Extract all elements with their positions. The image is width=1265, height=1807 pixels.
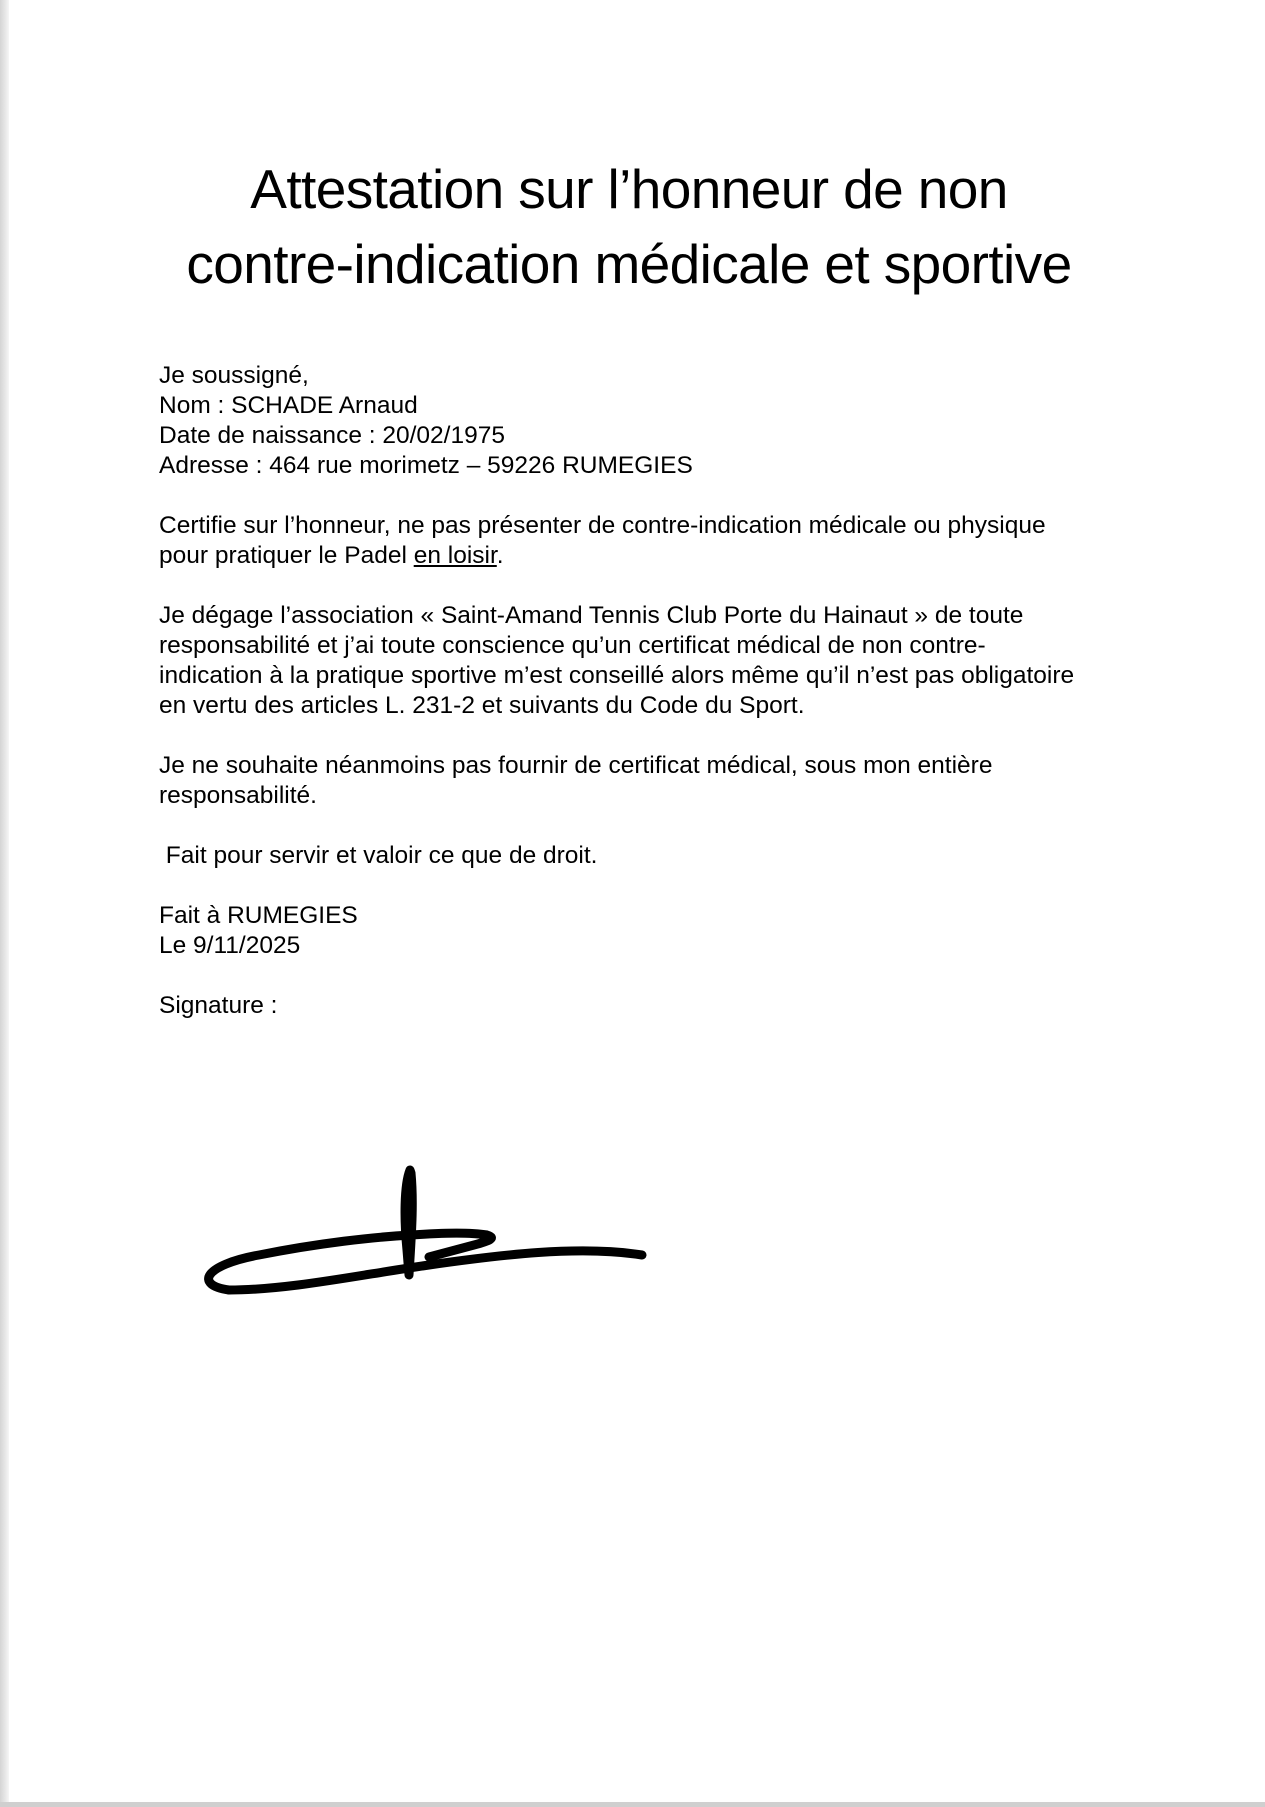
- certify-paragraph: [159, 511, 1159, 571]
- document-page: [9, 0, 1265, 1802]
- underlined-loisir: en loisir: [413, 542, 497, 569]
- place-text: Fait à RUMEGIES: [159, 902, 358, 929]
- release-line: Je dégage l’association « Saint-Amand Tennis Club Porte du Hainaut » de toute: [159, 602, 1024, 629]
- refusal-paragraph: [159, 751, 1159, 811]
- closing-text: Fait pour servir et valoir ce que de droit.: [159, 842, 598, 869]
- certify-line-2: pour pratiquer le Padel: [159, 542, 414, 569]
- title-line-2: contre-indication médicale et sportive: [186, 233, 1072, 295]
- certify-line-1: Certifie sur l’honneur, ne pas présenter de contre-indication médicale ou physique: [159, 512, 1046, 539]
- certify-suffix: .: [496, 542, 504, 569]
- refusal-line: Je ne souhaite néanmoins pas fournir de certificat médical, sous mon entière: [159, 752, 993, 779]
- birthdate-field: Date de naissance : 20/02/1975: [159, 422, 505, 449]
- document-body: [159, 361, 1159, 1051]
- page-edge-shadow: [0, 0, 9, 1807]
- release-line: responsabilité et j’ai toute conscience qu’un certificat médical de non contre-: [159, 632, 986, 659]
- release-line: indication à la pratique sportive m’est conseillé alors même qu’il n’est pas obligatoire: [159, 662, 1075, 689]
- signature-label: Signature :: [159, 992, 278, 1019]
- date-text: Le 9/11/2025: [159, 932, 301, 959]
- document-title: [9, 152, 1249, 302]
- handwritten-signature: [199, 1145, 649, 1305]
- identity-block: [159, 361, 1159, 481]
- place-date-block: [159, 901, 1159, 961]
- intro-text: Je soussigné,: [159, 362, 309, 389]
- name-field: Nom : SCHADE Arnaud: [159, 392, 418, 419]
- release-paragraph: [159, 601, 1159, 721]
- title-line-1: Attestation sur l’honneur de non: [250, 158, 1008, 220]
- address-field: Adresse : 464 rue morimetz – 59226 RUMEGIES: [159, 452, 693, 479]
- release-line: en vertu des articles L. 231-2 et suivants du Code du Sport.: [159, 692, 805, 719]
- page-bottom-edge: [0, 1802, 1265, 1807]
- refusal-line: responsabilité.: [159, 782, 317, 809]
